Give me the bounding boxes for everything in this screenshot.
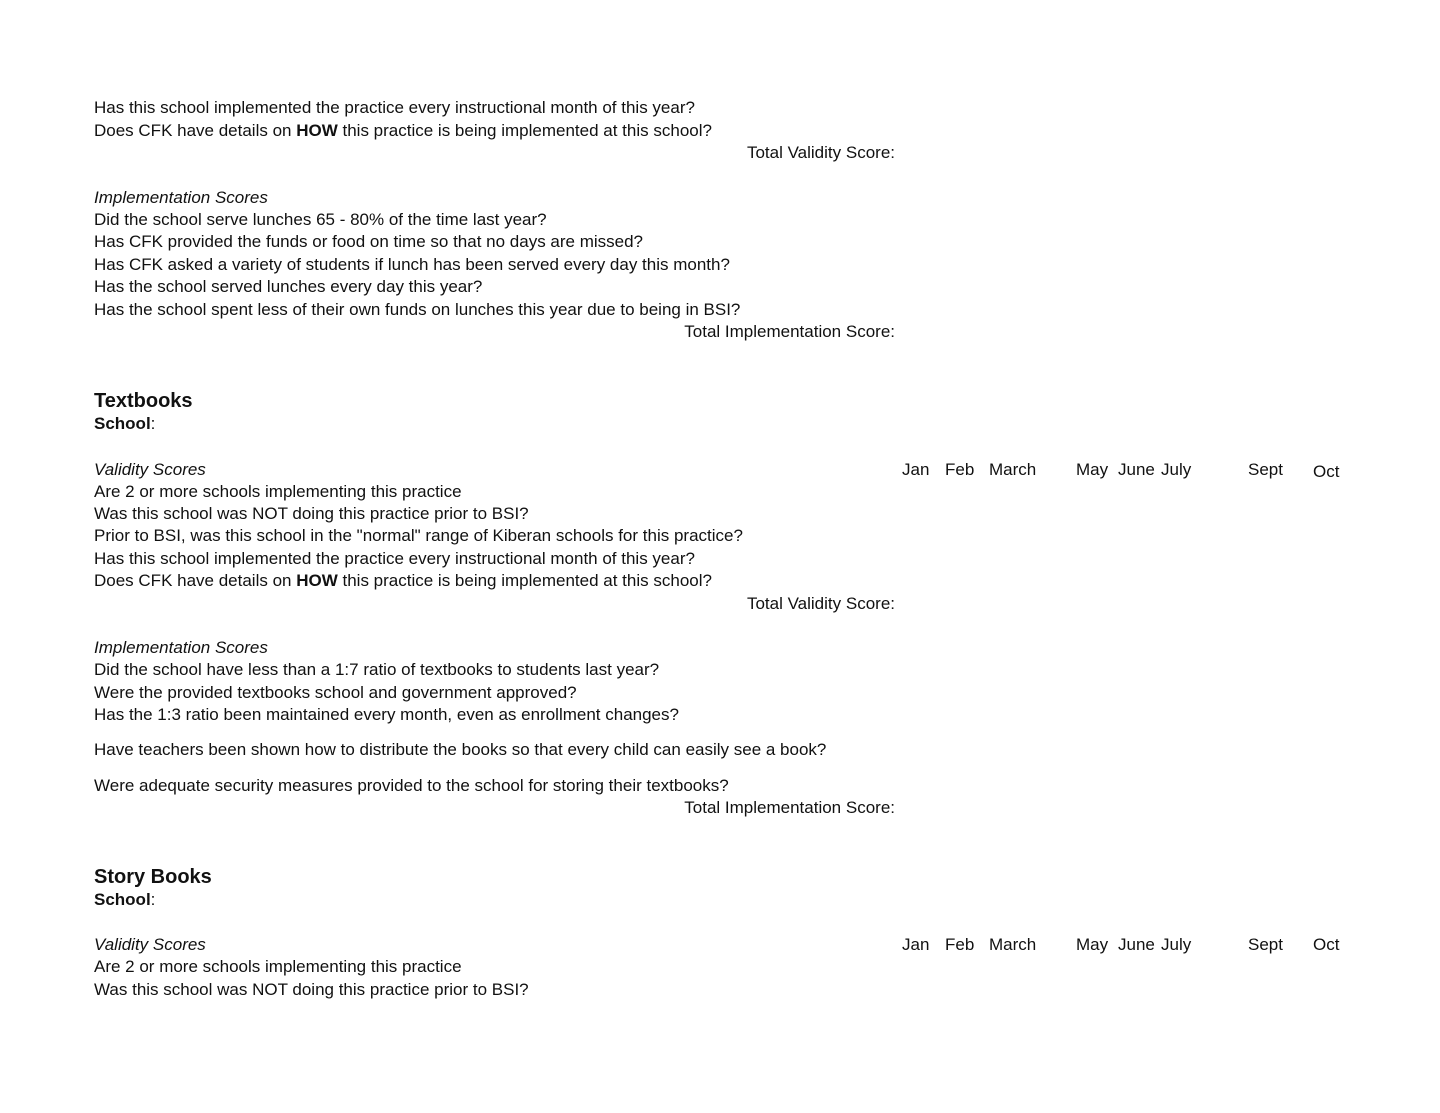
month-june: June <box>1118 460 1155 479</box>
implementation-question: Has the school served lunches every day this year? <box>94 277 483 296</box>
school-field-label <box>94 890 155 910</box>
bold-how: HOW <box>296 121 338 140</box>
school-label-text: School <box>94 414 151 433</box>
month-sept: Sept <box>1248 935 1283 954</box>
validity-question: Has this school implemented the practice every instructional month of this year? <box>94 549 695 568</box>
section-title-story-books: Story Books <box>94 866 212 888</box>
text-fragment: this practice is being implemented at this school? <box>337 121 712 140</box>
month-jan: Jan <box>902 935 930 954</box>
implementation-question: Were the provided textbooks school and government approved? <box>94 683 577 702</box>
bold-how: HOW <box>296 571 338 590</box>
total-validity-score-label: Total Validity Score: <box>746 594 895 613</box>
total-implementation-score-label: Total Implementation Score: <box>684 322 895 341</box>
month-june: June <box>1118 935 1155 954</box>
school-label-text: School <box>94 890 151 909</box>
month-july: July <box>1161 460 1192 479</box>
implementation-question: Has the 1:3 ratio been maintained every month, even as enrollment changes? <box>94 705 679 724</box>
text-fragment: Does CFK have details on <box>94 571 297 590</box>
implementation-scores-heading: Implementation Scores <box>94 638 268 657</box>
implementation-question: Has CFK provided the funds or food on time so that no days are missed? <box>94 232 644 251</box>
validity-question: Are 2 or more schools implementing this practice <box>94 482 462 501</box>
validity-question-how <box>94 571 712 591</box>
implementation-question: Has CFK asked a variety of students if lunch has been served every day this month? <box>94 255 730 274</box>
implementation-scores-heading: Implementation Scores <box>94 188 268 207</box>
validity-question: Prior to BSI, was this school in the "normal" range of Kiberan schools for this practice? <box>94 526 743 545</box>
month-header-row <box>0 460 1440 484</box>
total-validity-score-label: Total Validity Score: <box>746 143 895 162</box>
validity-question: Has this school implemented the practice every instructional month of this year? <box>94 98 695 117</box>
month-feb: Feb <box>945 460 975 479</box>
month-oct: Oct <box>1313 462 1340 481</box>
text-fragment: this practice is being implemented at this school? <box>337 571 712 590</box>
validity-question-how <box>94 121 712 141</box>
implementation-question: Has the school spent less of their own funds on lunches this year due to being in BSI? <box>94 300 741 319</box>
validity-question: Was this school was NOT doing this practice prior to BSI? <box>94 980 529 999</box>
implementation-question: Were adequate security measures provided to the school for storing their textbooks? <box>94 776 729 795</box>
school-field-label <box>94 414 155 434</box>
month-july: July <box>1161 935 1192 954</box>
implementation-question: Have teachers been shown how to distribute the books so that every child can easily see a book? <box>94 740 827 759</box>
month-march: March <box>989 935 1037 954</box>
month-feb: Feb <box>945 935 975 954</box>
validity-scores-heading: Validity Scores <box>94 935 206 954</box>
validity-question: Was this school was NOT doing this practice prior to BSI? <box>94 504 529 523</box>
section-title-textbooks: Textbooks <box>94 390 193 412</box>
total-implementation-score-label: Total Implementation Score: <box>684 798 895 817</box>
validity-scores-heading: Validity Scores <box>94 460 206 479</box>
month-oct: Oct <box>1313 935 1340 954</box>
text-fragment: Does CFK have details on <box>94 121 297 140</box>
implementation-question: Did the school serve lunches 65 - 80% of the time last year? <box>94 210 547 229</box>
month-sept: Sept <box>1248 460 1283 479</box>
validity-question: Are 2 or more schools implementing this practice <box>94 957 462 976</box>
school-label-colon: : <box>150 890 156 909</box>
month-may: May <box>1076 935 1109 954</box>
month-jan: Jan <box>902 460 930 479</box>
school-label-colon: : <box>150 414 156 433</box>
month-march: March <box>989 460 1037 479</box>
implementation-question: Did the school have less than a 1:7 ratio of textbooks to students last year? <box>94 660 660 679</box>
month-header-row <box>0 935 1440 959</box>
month-may: May <box>1076 460 1109 479</box>
